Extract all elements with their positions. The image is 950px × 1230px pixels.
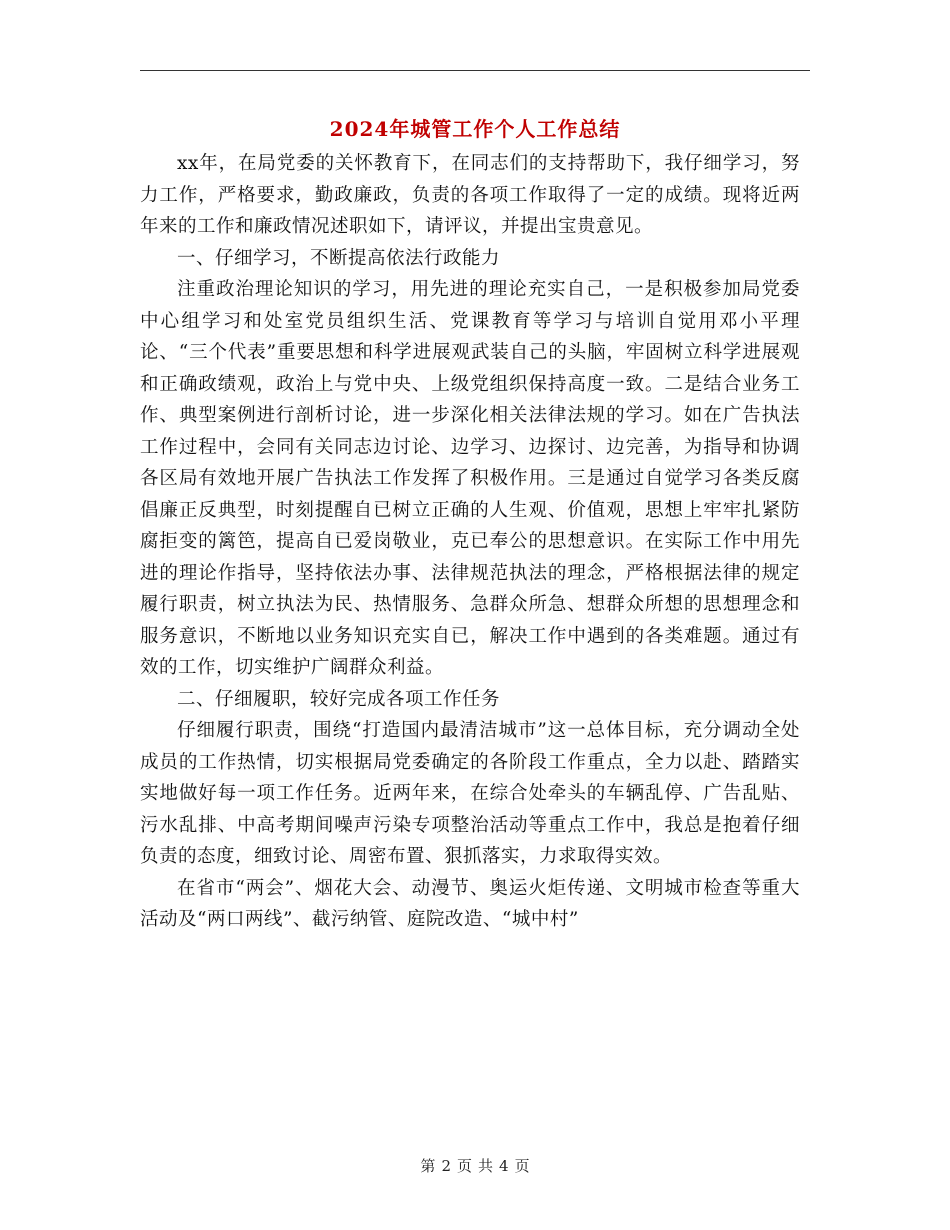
paragraph-study: 注重政治理论知识的学习，用先进的理论充实自己，一是积极参加局党委中心组学习和处室党员组织生活、党课教育等学习与培训自觉用邓小平理论、“三个代表”重要思想和科学进展观武装自己的头脑，牢固树立科学进展观和正确政绩观，政治上与党中央、上级党组织保持高度一致。二是结合业务工作、典型案例进行剖析讨论，进一步深化相关法律法规的学习。如在广告执法工作过程中，会同有关同志边讨论、边学习、边探讨、边完善，为指导和协调各区局有效地开展广告执法工作发挥了积极作用。三是通过自觉学习各类反腐倡廉正反典型，时刻提醒自已树立正确的人生观、价值观，思想上牢牢扎紧防腐拒变的篱笆，提高自已爱岗敬业，克已奉公的思想意识。在实际工作中用先进的理论作指导，坚持依法办事、法律规范执法的理念，严格根据法律的规定履行职责，树立执法为民、热情服务、急群众所急、想群众所想的思想理念和服务意识，不断地以业务知识充实自已，解决工作中遇到的各类难题。通过有效的工作，切实维护广阔群众利益。 <box>140 279 800 678</box>
page-footer <box>0 1155 950 1176</box>
paragraph-duty: 仔细履行职责，围绕“打造国内最清洁城市”这一总体目标，充分调动全处成员的工作热情，切实根据局党委确定的各阶段工作重点，全力以赴、踏踏实实地做好每一项工作任务。近两年来，在综合处牵头的车辆乱停、广告乱贴、污水乱排、中高考期间噪声污染专项整治活动等重点工作中，我总是抱着仔细负责的态度，细致讨论、周密布置、狠抓落实，力求取得实效。 <box>140 720 800 867</box>
section-heading-2: 二、仔细履职，较好完成各项工作任务 <box>177 688 501 710</box>
section-heading-1: 一、仔细学习，不断提高依法行政能力 <box>177 247 501 269</box>
document-body <box>140 148 800 936</box>
paragraph-events: 在省市“两会”、烟花大会、动漫节、奥运火炬传递、文明城市检查等重大活动及“两口两线”、截污纳管、庭院改造、“城中村” <box>140 877 800 930</box>
footer-page-word: 页 <box>456 1157 472 1175</box>
footer-total-pages: 4 <box>499 1157 509 1175</box>
footer-prefix: 第 <box>420 1157 436 1175</box>
paragraph-intro: xx年，在局党委的关怀教育下，在同志们的支持帮助下，我仔细学习，努力工作，严格要求，勤政廉政，负责的各项工作取得了一定的成绩。现将近两年来的工作和廉政情况述职如下，请评议，并提出宝贵意见。 <box>140 153 800 237</box>
footer-current-page: 2 <box>441 1157 451 1175</box>
footer-total-word: 共 <box>478 1157 494 1175</box>
footer-suffix: 页 <box>514 1157 530 1175</box>
header-rule <box>140 70 810 71</box>
document-title: 2024年城管工作个人工作总结 <box>329 117 621 141</box>
